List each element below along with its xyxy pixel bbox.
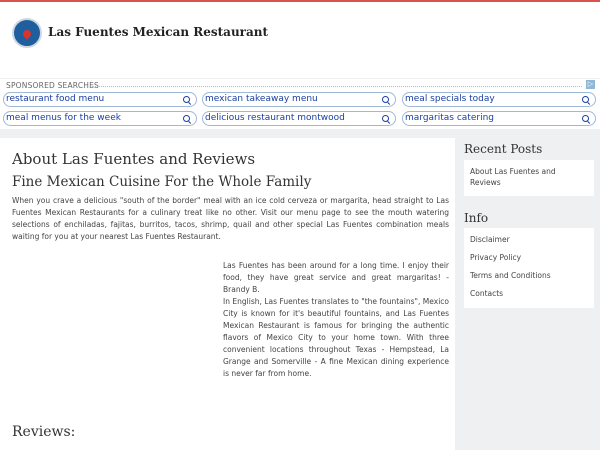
sponsored-link-label: meal specials today <box>405 94 495 104</box>
recent-posts-box <box>464 160 594 196</box>
info-link-contacts[interactable]: Contacts <box>470 289 504 298</box>
recent-post-link[interactable]: About Las Fuentes and Reviews <box>470 167 556 187</box>
main-content <box>0 138 455 450</box>
recent-posts-heading: Recent Posts <box>464 142 543 156</box>
page-subtitle: Fine Mexican Cuisine For the Whole Family <box>12 174 312 190</box>
sponsored-link[interactable] <box>3 92 197 107</box>
sponsored-link[interactable] <box>202 92 396 107</box>
about-paragraph: In English, Las Fuentes translates to "the fountains", Mexico City is known for it's beautiful fountains, and Las Fuentes Mexican Restaurant is famous for bringing the authentic flavors of Mexico City to your home town. With three convenient locations throughout Texas - Hempstead, La Grange and Somerville - A fine Mexican dining experience is never far from home. <box>223 297 449 378</box>
sponsored-link-label: margaritas catering <box>405 113 494 123</box>
sponsored-link[interactable] <box>402 92 596 107</box>
sponsored-link[interactable] <box>402 111 596 126</box>
reviews-heading: Reviews: <box>12 424 76 440</box>
search-icon <box>582 96 589 103</box>
search-icon <box>382 96 389 103</box>
site-header <box>0 2 600 78</box>
about-column <box>223 260 449 380</box>
search-icon <box>183 115 190 122</box>
sidebar <box>455 138 600 450</box>
ad-choices-icon[interactable]: ▷ <box>587 80 594 88</box>
info-heading: Info <box>464 211 489 225</box>
sponsored-link-label: restaurant food menu <box>6 94 105 104</box>
divider <box>92 86 582 87</box>
sponsored-label: SPONSORED SEARCHES <box>6 81 100 90</box>
info-link-terms[interactable]: Terms and Conditions <box>470 271 551 280</box>
info-box <box>464 228 594 308</box>
info-link-privacy-policy[interactable]: Privacy Policy <box>470 253 522 262</box>
sponsored-link-label: delicious restaurant montwood <box>205 113 345 123</box>
sponsored-link-label: mexican takeaway menu <box>205 94 318 104</box>
sponsored-searches <box>0 79 600 129</box>
search-icon <box>382 115 389 122</box>
sponsored-link[interactable] <box>3 111 197 126</box>
restaurant-logo-icon[interactable] <box>12 18 42 48</box>
sponsored-link-label: meal menus for the week <box>6 113 121 123</box>
sponsored-link[interactable] <box>202 111 396 126</box>
info-link-disclaimer[interactable]: Disclaimer <box>470 235 510 244</box>
search-icon <box>582 115 589 122</box>
site-title[interactable]: Las Fuentes Mexican Restaurant <box>48 25 269 39</box>
search-icon <box>183 96 190 103</box>
review-paragraph: Las Fuentes has been around for a long time. I enjoy their food, they have great service and great margaritas! - Brandy B. <box>223 261 449 294</box>
intro-paragraph: When you crave a delicious "south of the border" meal with an ice cold cerveza or margarita, head straight to Las Fuentes Mexican Restaurants for a culinary treat like no other. Visit our menu page to see the mouth watering selections of enchiladas, fajitas, burritos, tacos, shrimp, quail and other special Las Fuentes combination meals waiting for you at your nearest Las Fuentes Restaurant. <box>12 196 449 241</box>
page-title: About Las Fuentes and Reviews <box>12 150 256 168</box>
